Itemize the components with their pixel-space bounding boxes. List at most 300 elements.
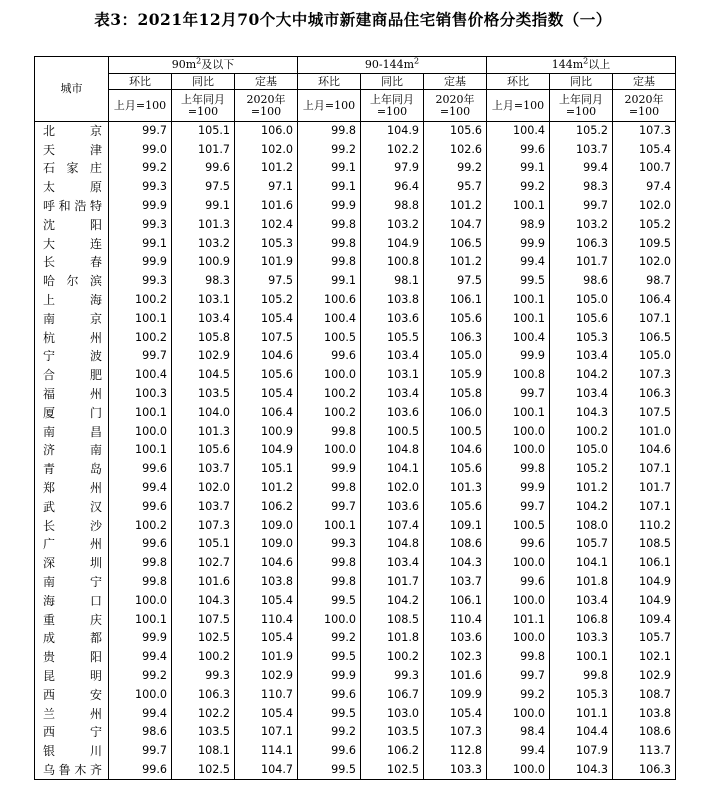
table-row [35,704,676,723]
index-value: 99.8 [109,554,172,573]
index-value: 99.7 [109,122,172,141]
index-value: 103.4 [550,347,613,366]
index-value: 99.1 [298,159,361,178]
index-value: 104.3 [550,761,613,780]
base-same-month-last-year: 上年同月 =100 [550,90,613,122]
group-header-small: $90m^2$及以下 [109,57,298,74]
table-row [35,610,676,629]
index-value: 104.2 [550,366,613,385]
index-value: 109.4 [613,610,676,629]
index-value: 101.2 [235,159,298,178]
index-value: 102.2 [361,140,424,159]
index-value: 100.5 [298,328,361,347]
table-row [35,309,676,328]
table-row [35,648,676,667]
city-name: 杭州 [35,328,109,347]
index-value: 99.5 [298,591,361,610]
index-value: 99.4 [550,159,613,178]
index-value: 105.2 [235,291,298,310]
index-value: 99.9 [109,253,172,272]
index-value: 106.3 [550,234,613,253]
index-value: 107.9 [550,742,613,761]
index-value: 99.8 [550,667,613,686]
index-value: 100.0 [298,366,361,385]
index-value: 105.2 [550,122,613,141]
index-value: 104.8 [361,535,424,554]
index-value: 104.3 [172,591,235,610]
table-row [35,140,676,159]
index-value: 105.1 [235,460,298,479]
index-value: 102.9 [235,667,298,686]
table-row [35,629,676,648]
metric-fixed-base: 定基 [235,74,298,90]
index-value: 102.2 [172,704,235,723]
index-value: 100.4 [487,122,550,141]
index-value: 102.9 [172,347,235,366]
index-value: 99.9 [298,197,361,216]
index-value: 99.1 [109,234,172,253]
city-name: 西安 [35,685,109,704]
index-value: 96.4 [361,178,424,197]
index-value: 102.5 [172,629,235,648]
index-value: 99.9 [487,347,550,366]
index-value: 101.2 [424,253,487,272]
index-value: 100.6 [298,291,361,310]
index-value: 99.6 [487,535,550,554]
city-name: 呼和浩特 [35,197,109,216]
index-value: 105.4 [235,704,298,723]
index-value: 99.4 [109,704,172,723]
table-row [35,554,676,573]
city-name: 济南 [35,441,109,460]
index-value: 103.8 [235,573,298,592]
index-value: 99.3 [109,215,172,234]
metric-mom: 环比 [298,74,361,90]
index-value: 108.6 [613,723,676,742]
index-value: 103.4 [172,309,235,328]
index-value: 103.7 [424,573,487,592]
index-value: 100.1 [109,610,172,629]
table-row [35,591,676,610]
index-value: 105.9 [424,366,487,385]
index-value: 99.2 [487,685,550,704]
index-value: 103.1 [361,366,424,385]
index-value: 97.5 [172,178,235,197]
city-name: 乌鲁木齐 [35,761,109,780]
index-value: 104.6 [424,441,487,460]
index-value: 106.2 [235,497,298,516]
index-value: 99.6 [109,761,172,780]
index-value: 99.7 [487,385,550,404]
city-name: 兰州 [35,704,109,723]
index-value: 100.9 [172,253,235,272]
index-value: 99.0 [109,140,172,159]
index-value: 98.9 [487,215,550,234]
index-value: 101.7 [172,140,235,159]
index-value: 99.6 [172,159,235,178]
index-value: 102.3 [424,648,487,667]
table-row [35,215,676,234]
table-row [35,667,676,686]
index-value: 103.6 [361,403,424,422]
index-value: 109.0 [235,516,298,535]
index-value: 102.9 [613,667,676,686]
index-value: 105.4 [424,704,487,723]
index-value: 101.8 [550,573,613,592]
index-value: 105.4 [235,309,298,328]
index-value: 104.8 [361,441,424,460]
index-value: 101.7 [550,253,613,272]
city-name: 石家庄 [35,159,109,178]
index-value: 100.5 [361,422,424,441]
city-name: 郑州 [35,479,109,498]
index-value: 100.8 [361,253,424,272]
index-value: 102.5 [172,761,235,780]
index-value: 100.0 [487,629,550,648]
index-value: 99.9 [109,629,172,648]
city-name: 青岛 [35,460,109,479]
table-row [35,742,676,761]
metric-fixed-base: 定基 [424,74,487,90]
index-value: 103.6 [424,629,487,648]
index-value: 99.5 [487,272,550,291]
table-row [35,328,676,347]
index-value: 99.7 [298,497,361,516]
index-value: 99.6 [298,347,361,366]
index-value: 99.8 [298,479,361,498]
index-value: 103.6 [361,309,424,328]
index-value: 108.5 [361,610,424,629]
index-value: 99.4 [109,648,172,667]
index-value: 101.1 [550,704,613,723]
index-value: 101.6 [172,573,235,592]
index-value: 99.6 [109,535,172,554]
table-row [35,197,676,216]
base-last-month: 上月=100 [487,90,550,122]
index-value: 99.3 [109,272,172,291]
index-value: 104.5 [172,366,235,385]
index-value: 99.1 [298,272,361,291]
index-value: 100.8 [487,366,550,385]
index-value: 105.7 [550,535,613,554]
index-value: 107.5 [172,610,235,629]
index-value: 103.2 [361,215,424,234]
index-value: 109.9 [424,685,487,704]
table-row [35,122,676,141]
index-value: 99.8 [298,573,361,592]
index-value: 100.1 [487,309,550,328]
index-value: 99.3 [361,667,424,686]
index-value: 100.1 [109,309,172,328]
index-value: 101.7 [361,573,424,592]
index-value: 100.2 [109,516,172,535]
index-value: 103.2 [172,234,235,253]
index-value: 105.6 [235,366,298,385]
index-value: 106.4 [613,291,676,310]
index-value: 112.8 [424,742,487,761]
city-name: 银川 [35,742,109,761]
index-value: 103.5 [172,385,235,404]
index-value: 105.3 [550,685,613,704]
index-value: 99.2 [298,140,361,159]
index-value: 104.3 [550,403,613,422]
base-2020: 2020年 =100 [424,90,487,122]
index-value: 99.6 [487,140,550,159]
table-row [35,497,676,516]
index-value: 100.0 [487,704,550,723]
city-name: 哈尔滨 [35,272,109,291]
city-name: 西宁 [35,723,109,742]
city-name: 南昌 [35,422,109,441]
index-value: 110.4 [424,610,487,629]
index-value: 110.4 [235,610,298,629]
city-name: 南京 [35,309,109,328]
index-value: 103.7 [550,140,613,159]
city-name: 长沙 [35,516,109,535]
index-value: 105.4 [235,591,298,610]
metric-fixed-base: 定基 [613,74,676,90]
index-value: 105.4 [613,140,676,159]
index-value: 105.4 [235,629,298,648]
index-value: 108.0 [550,516,613,535]
index-value: 99.9 [487,479,550,498]
index-value: 104.1 [550,554,613,573]
index-value: 100.1 [298,516,361,535]
city-name: 大连 [35,234,109,253]
index-value: 99.6 [109,497,172,516]
index-value: 102.0 [613,253,676,272]
table-body [35,122,676,780]
index-value: 100.0 [487,554,550,573]
index-value: 105.6 [424,497,487,516]
index-value: 104.9 [613,591,676,610]
index-value: 101.7 [613,479,676,498]
index-value: 104.6 [235,554,298,573]
index-value: 99.9 [109,197,172,216]
table-row [35,685,676,704]
index-value: 99.2 [424,159,487,178]
index-value: 109.1 [424,516,487,535]
index-value: 108.6 [424,535,487,554]
index-value: 106.7 [361,685,424,704]
index-value: 105.3 [235,234,298,253]
index-value: 106.3 [424,328,487,347]
base-same-month-last-year: 上年同月 =100 [361,90,424,122]
index-value: 104.4 [550,723,613,742]
index-value: 109.0 [235,535,298,554]
index-value: 107.5 [235,328,298,347]
index-value: 100.1 [487,197,550,216]
index-value: 99.4 [109,479,172,498]
index-value: 102.0 [235,140,298,159]
index-value: 100.0 [109,685,172,704]
index-value: 99.9 [487,234,550,253]
index-value: 104.9 [361,122,424,141]
table-row [35,234,676,253]
city-name: 宁波 [35,347,109,366]
index-value: 103.4 [361,347,424,366]
index-value: 103.5 [172,723,235,742]
index-value: 105.2 [613,215,676,234]
index-value: 101.9 [235,253,298,272]
index-value: 99.4 [487,742,550,761]
index-value: 99.8 [109,573,172,592]
index-value: 99.8 [298,122,361,141]
index-value: 99.3 [298,535,361,554]
index-value: 102.6 [424,140,487,159]
index-value: 105.6 [550,309,613,328]
index-value: 99.7 [487,497,550,516]
index-value: 99.8 [298,422,361,441]
base-2020: 2020年 =100 [235,90,298,122]
table-row [35,253,676,272]
index-value: 105.4 [235,385,298,404]
index-value: 109.5 [613,234,676,253]
index-value: 99.9 [298,667,361,686]
table-row [35,347,676,366]
table-row [35,761,676,780]
index-value: 100.2 [550,422,613,441]
index-value: 110.2 [613,516,676,535]
table-row [35,460,676,479]
index-value: 100.3 [109,385,172,404]
index-value: 101.2 [550,479,613,498]
index-value: 107.3 [613,366,676,385]
index-value: 99.8 [298,554,361,573]
index-value: 100.0 [487,422,550,441]
city-name: 上海 [35,291,109,310]
group-header-medium: $90-144m^2$ [298,57,487,74]
city-name: 长春 [35,253,109,272]
index-value: 106.0 [424,403,487,422]
city-name: 贵阳 [35,648,109,667]
index-value: 107.1 [613,460,676,479]
city-name: 南宁 [35,573,109,592]
index-value: 105.1 [172,122,235,141]
index-value: 100.5 [424,422,487,441]
index-value: 105.0 [550,441,613,460]
index-value: 99.8 [487,648,550,667]
index-value: 114.1 [235,742,298,761]
index-value: 107.1 [613,497,676,516]
index-value: 105.2 [550,460,613,479]
price-index-table [34,56,676,780]
index-value: 100.4 [298,309,361,328]
table-row [35,178,676,197]
index-value: 104.6 [613,441,676,460]
city-column-header: 城市 [35,57,109,122]
index-value: 103.4 [550,591,613,610]
index-value: 101.2 [424,197,487,216]
table-row [35,441,676,460]
index-value: 105.3 [550,328,613,347]
index-value: 107.1 [235,723,298,742]
table-row [35,291,676,310]
index-value: 103.3 [550,629,613,648]
city-name: 天津 [35,140,109,159]
index-value: 98.1 [361,272,424,291]
city-name: 武汉 [35,497,109,516]
table-row [35,723,676,742]
index-value: 102.0 [361,479,424,498]
index-value: 100.1 [487,291,550,310]
index-value: 104.2 [361,591,424,610]
index-value: 99.2 [487,178,550,197]
table-row [35,272,676,291]
index-value: 104.2 [550,497,613,516]
index-value: 99.2 [109,159,172,178]
city-name: 太原 [35,178,109,197]
index-value: 103.8 [613,704,676,723]
index-value: 100.0 [109,591,172,610]
index-value: 99.7 [109,742,172,761]
index-value: 105.6 [424,460,487,479]
index-value: 105.8 [172,328,235,347]
index-value: 101.3 [172,422,235,441]
index-value: 99.6 [109,460,172,479]
metric-yoy: 同比 [361,74,424,90]
metric-yoy: 同比 [550,74,613,90]
index-value: 99.8 [298,234,361,253]
index-value: 101.6 [235,197,298,216]
table-row [35,159,676,178]
index-value: 99.8 [298,215,361,234]
index-value: 99.1 [172,197,235,216]
index-value: 100.1 [109,441,172,460]
index-value: 100.2 [298,403,361,422]
index-value: 104.3 [424,554,487,573]
base-same-month-last-year: 上年同月 =100 [172,90,235,122]
index-value: 103.3 [424,761,487,780]
index-value: 100.2 [109,291,172,310]
index-value: 101.2 [235,479,298,498]
index-value: 99.3 [172,667,235,686]
index-value: 104.9 [613,573,676,592]
index-value: 99.9 [298,460,361,479]
index-value: 103.7 [172,497,235,516]
index-value: 99.8 [487,460,550,479]
index-value: 107.3 [613,122,676,141]
index-value: 106.2 [361,742,424,761]
index-value: 99.6 [487,573,550,592]
index-value: 102.1 [613,648,676,667]
index-value: 99.7 [487,667,550,686]
index-value: 100.1 [550,648,613,667]
index-value: 100.4 [109,366,172,385]
index-value: 101.1 [487,610,550,629]
index-value: 106.1 [613,554,676,573]
index-value: 107.1 [613,309,676,328]
index-value: 100.2 [298,385,361,404]
city-name: 海口 [35,591,109,610]
table-row [35,535,676,554]
index-value: 105.6 [424,309,487,328]
index-value: 104.0 [172,403,235,422]
index-value: 100.4 [487,328,550,347]
base-last-month: 上月=100 [109,90,172,122]
index-value: 99.7 [109,347,172,366]
index-value: 100.9 [235,422,298,441]
index-value: 97.5 [235,272,298,291]
index-value: 104.1 [361,460,424,479]
index-value: 99.6 [298,742,361,761]
index-value: 99.7 [550,197,613,216]
index-value: 98.3 [172,272,235,291]
index-value: 103.4 [361,554,424,573]
index-value: 113.7 [613,742,676,761]
index-value: 108.7 [613,685,676,704]
table-row [35,366,676,385]
